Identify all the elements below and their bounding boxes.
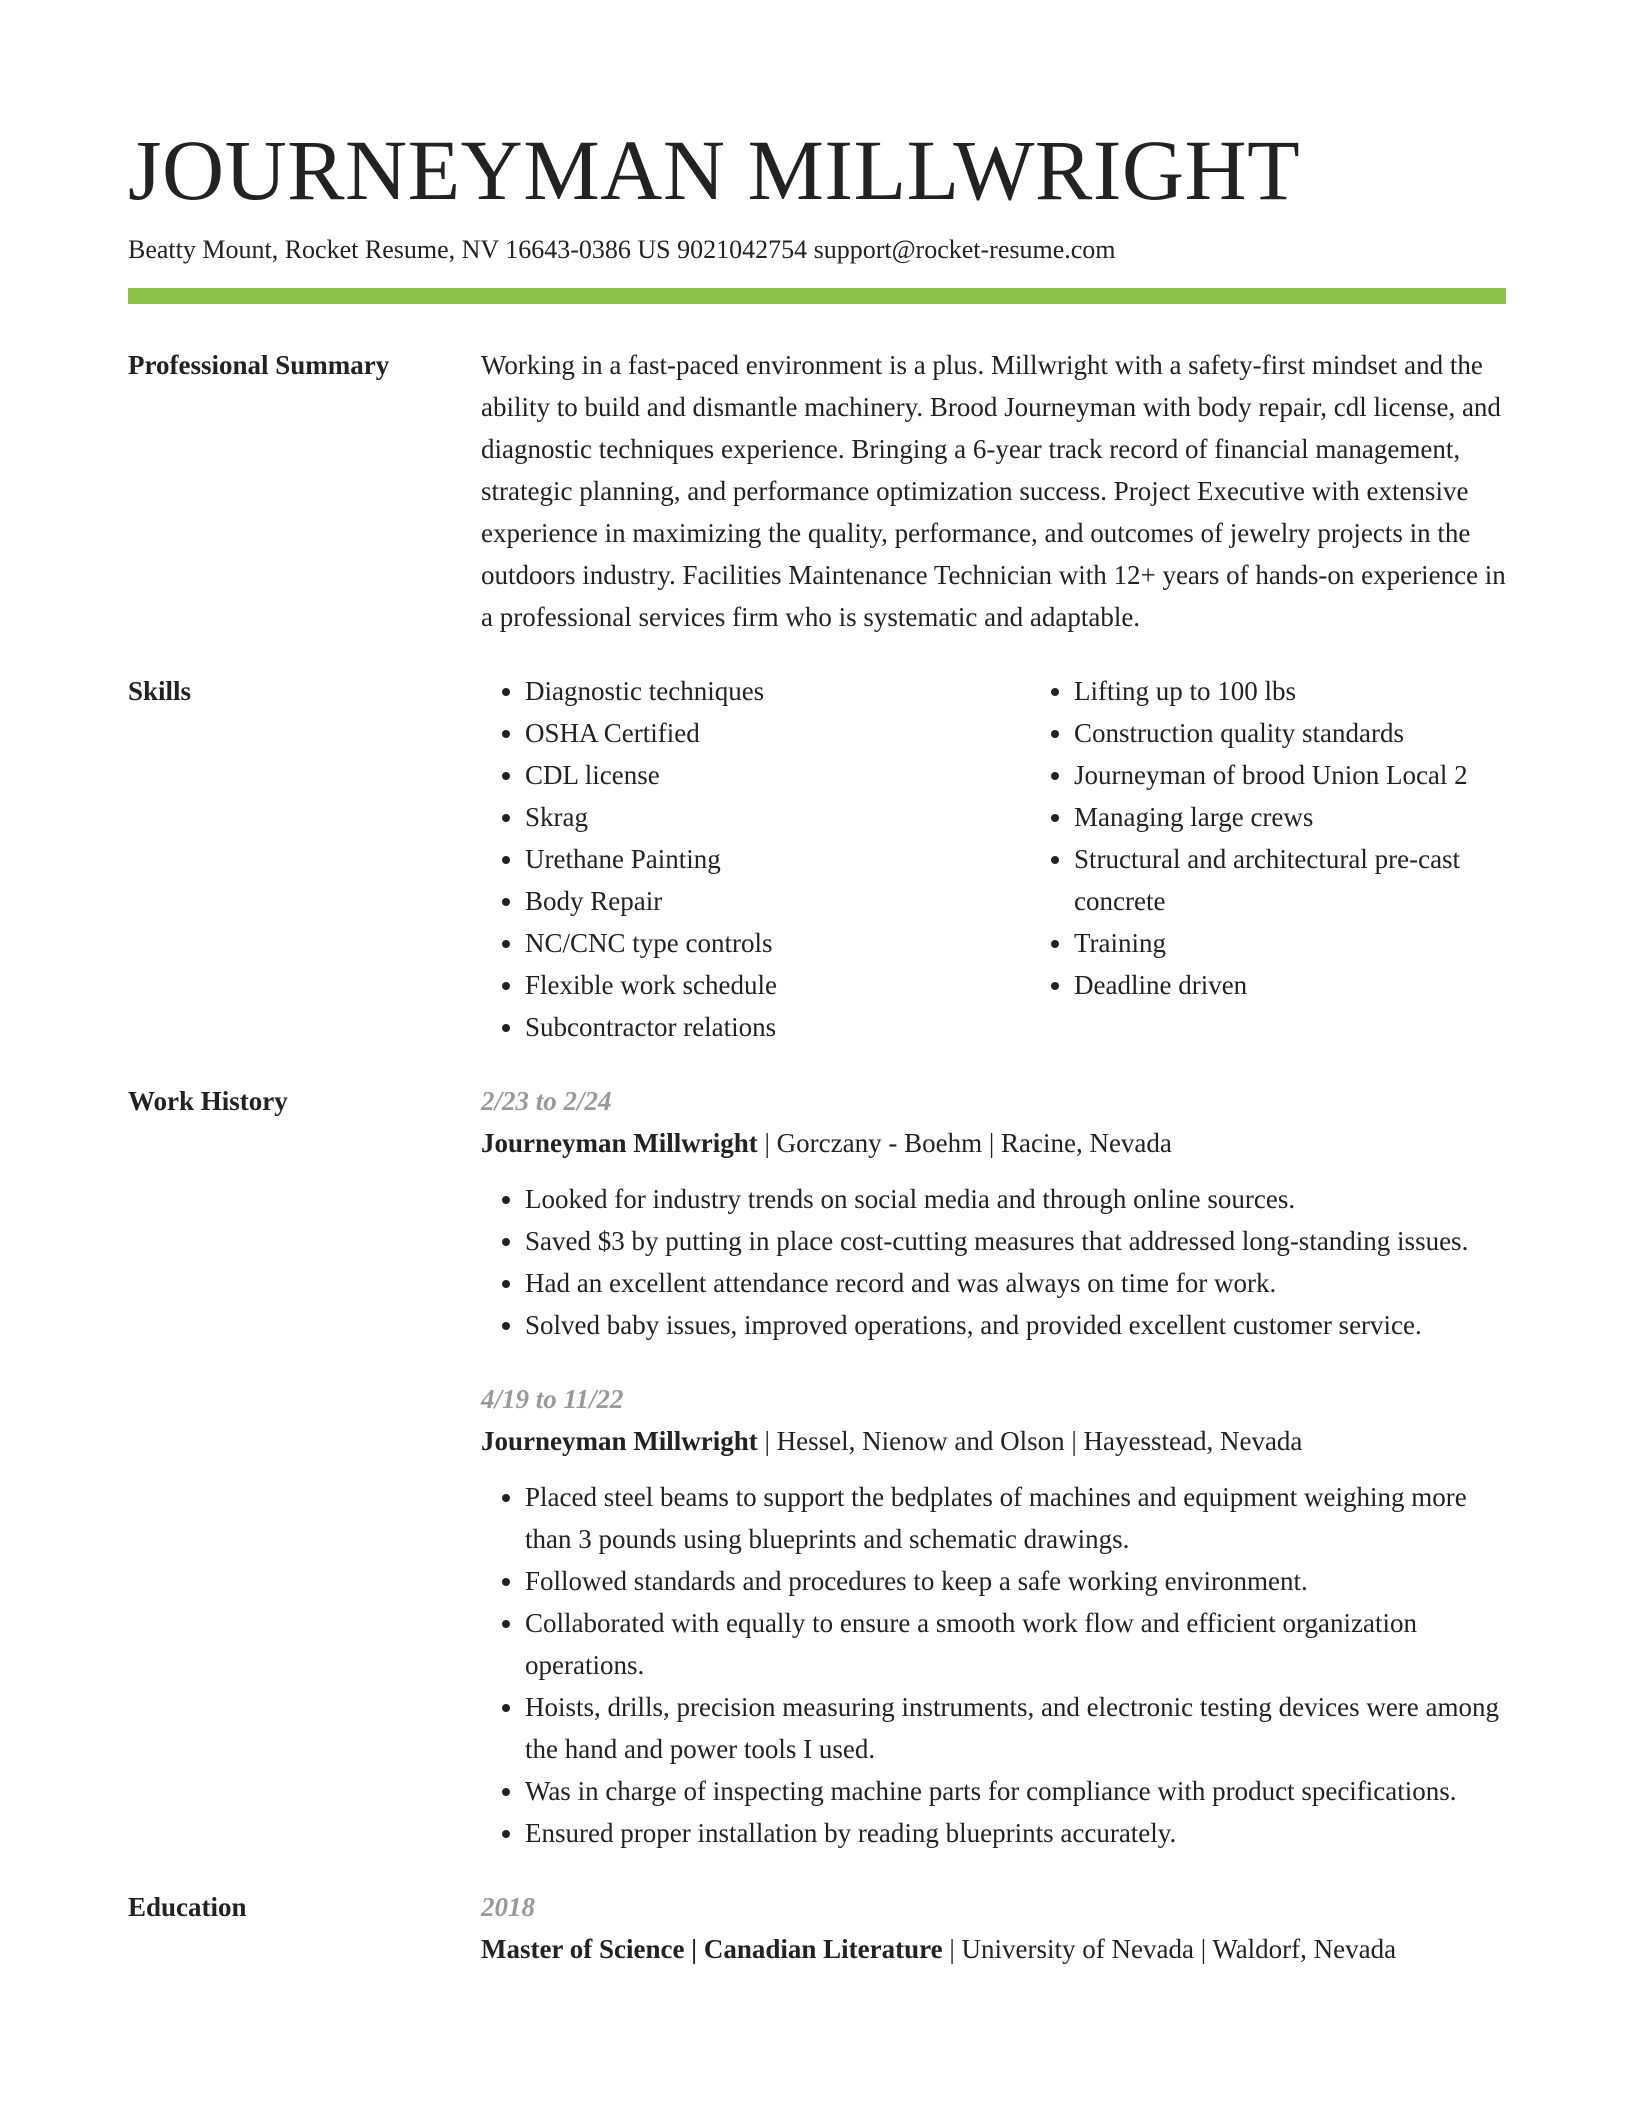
summary-text: Working in a fast-paced environment is a plus. Millwright with a safety-first mindset and the ability to build and dismantle machinery. Brood Journeyman with body repair, cdl license, and diagnostic techniques experience. Bringing a 6-year track record of financial management, strategic planning, and performance optimization success. Project Executive with extensive experience in maximizing the quality, performance, and outcomes of jewelry projects in the outdoors industry. Facilities Maintenance Technician with 12+ years of hands-on experience in a professional services firm who is systematic and adaptable. xyxy=(481,350,1506,632)
education-details: | University of Nevada | Waldorf, Nevada xyxy=(942,1934,1397,1964)
list-item: • Managing large crews xyxy=(1074,796,1506,838)
job-dates: 4/19 to 11/22 xyxy=(481,1384,624,1414)
job-role-line xyxy=(481,1122,1506,1164)
list-item: • Placed steel beams to support the bedplates of machines and equipment weighing more than 3 pounds using blueprints and schematic drawings. xyxy=(525,1476,1506,1560)
list-item: • OSHA Certified xyxy=(525,712,1030,754)
section-skills xyxy=(128,670,1506,1048)
education-year: 2018 xyxy=(481,1892,535,1922)
section-work-history xyxy=(128,1080,1506,1854)
skills-list-right xyxy=(1030,670,1506,1048)
list-item: • NC/CNC type controls xyxy=(525,922,1030,964)
section-label: Skills xyxy=(128,676,192,706)
resume-page xyxy=(128,120,1506,1970)
job-entry xyxy=(481,1080,1506,1346)
accent-divider xyxy=(128,288,1506,304)
resume-name: JOURNEYMAN MILLWRIGHT xyxy=(128,122,1301,218)
list-item: • Solved baby issues, improved operations, and provided excellent customer service. xyxy=(525,1304,1506,1346)
job-company-location: | Gorczany - Boehm | Racine, Nevada xyxy=(757,1128,1172,1158)
list-item: • Followed standards and procedures to keep a safe working environment. xyxy=(525,1560,1506,1602)
job-title: Journeyman Millwright xyxy=(481,1128,758,1158)
list-item: • Was in charge of inspecting machine parts for compliance with product specifications. xyxy=(525,1770,1506,1812)
section-label: Work History xyxy=(128,1086,288,1116)
jobs-list xyxy=(481,1080,1506,1854)
education-line xyxy=(481,1928,1506,1970)
degree-title: Master of Science | Canadian Literature xyxy=(481,1934,943,1964)
list-item: • Saved $3 by putting in place cost-cutting measures that addressed long-standing issues. xyxy=(525,1220,1506,1262)
job-bullets xyxy=(481,1178,1506,1346)
job-entry xyxy=(481,1378,1506,1854)
list-item: • Structural and architectural pre-cast concrete xyxy=(1074,838,1506,922)
list-item: • Urethane Painting xyxy=(525,838,1030,880)
job-bullets xyxy=(481,1476,1506,1854)
section-education xyxy=(128,1886,1506,1970)
list-item: • Skrag xyxy=(525,796,1030,838)
job-dates: 2/23 to 2/24 xyxy=(481,1086,612,1116)
skills-columns xyxy=(481,670,1506,1048)
skills-list-left xyxy=(481,670,1030,1048)
list-item: • Construction quality standards xyxy=(1074,712,1506,754)
list-item: • Body Repair xyxy=(525,880,1030,922)
list-item: • Subcontractor relations xyxy=(525,1006,1030,1048)
list-item: • Training xyxy=(1074,922,1506,964)
education-entry xyxy=(481,1886,1506,1970)
list-item: • Ensured proper installation by reading blueprints accurately. xyxy=(525,1812,1506,1854)
section-label: Education xyxy=(128,1892,247,1922)
list-item: • Collaborated with equally to ensure a smooth work flow and efficient organization operations. xyxy=(525,1602,1506,1686)
job-title: Journeyman Millwright xyxy=(481,1426,758,1456)
job-role-line xyxy=(481,1420,1506,1462)
list-item: • Had an excellent attendance record and was always on time for work. xyxy=(525,1262,1506,1304)
list-item: • Deadline driven xyxy=(1074,964,1506,1006)
list-item: • CDL license xyxy=(525,754,1030,796)
job-company-location: | Hessel, Nienow and Olson | Hayesstead, Nevada xyxy=(757,1426,1303,1456)
list-item: • Looked for industry trends on social media and through online sources. xyxy=(525,1178,1506,1220)
contact-line: Beatty Mount, Rocket Resume, NV 16643-0386 US 9021042754 support@rocket-resume.com xyxy=(128,235,1116,264)
section-label: Professional Summary xyxy=(128,350,390,380)
list-item: • Hoists, drills, precision measuring instruments, and electronic testing devices were among the hand and power tools I used. xyxy=(525,1686,1506,1770)
list-item: • Diagnostic techniques xyxy=(525,670,1030,712)
list-item: • Flexible work schedule xyxy=(525,964,1030,1006)
list-item: • Lifting up to 100 lbs xyxy=(1074,670,1506,712)
list-item: • Journeyman of brood Union Local 2 xyxy=(1074,754,1506,796)
section-professional-summary xyxy=(128,344,1506,638)
